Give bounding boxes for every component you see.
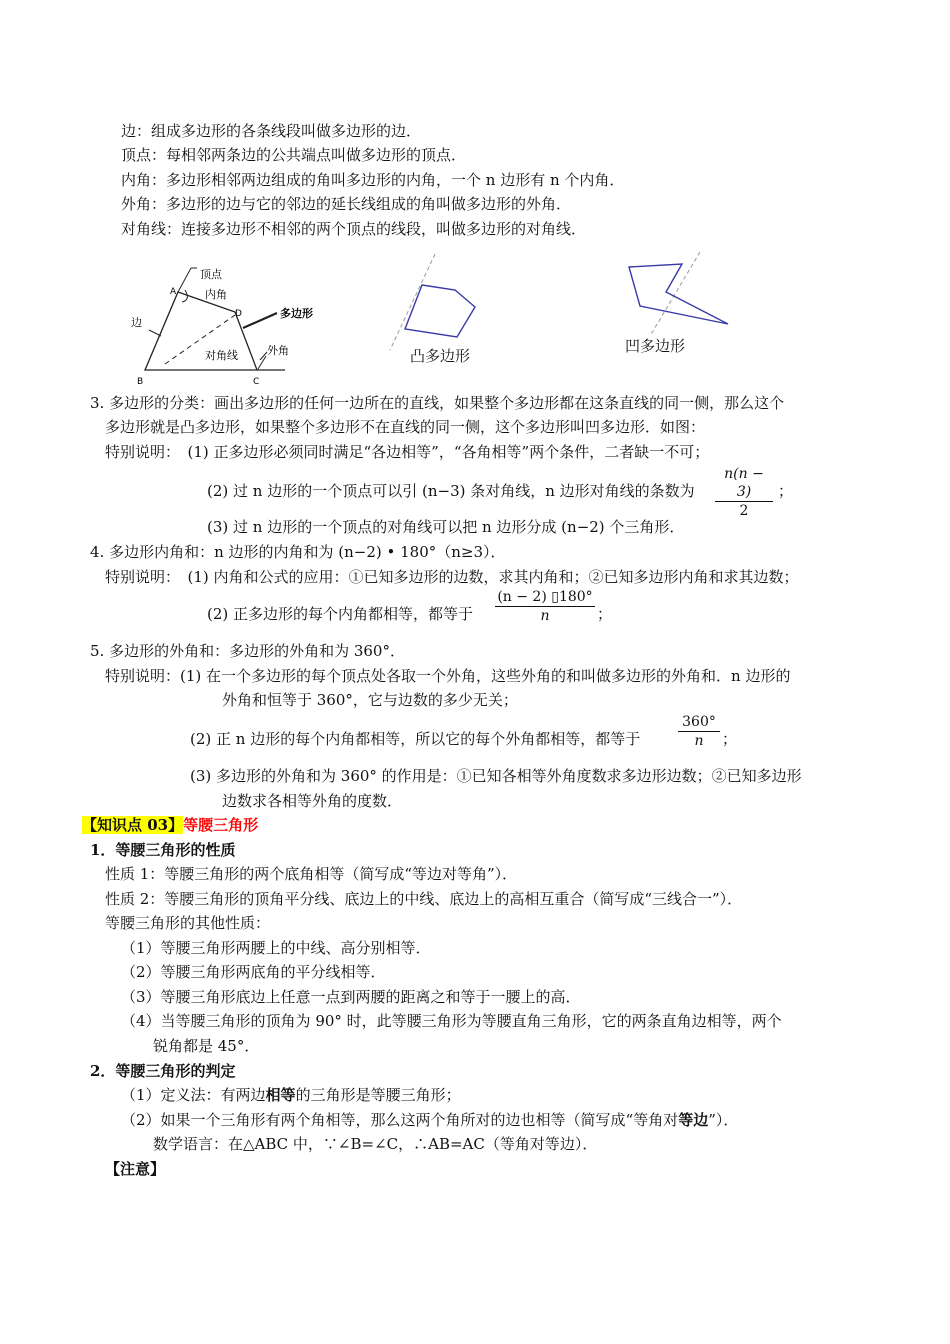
section5-note3: (3) 多边形的外角和为 360° 的作用是：①已知各相等外角度数求多边形边数；②已知多边形 [190, 767, 802, 785]
convex-polygon-shape [405, 285, 475, 337]
isosceles-props-heading: 1．等腰三角形的性质 [90, 841, 236, 859]
section5-line1: 5. 多边形的外角和：多边形的外角和为 360°． [90, 642, 405, 660]
section3-note2-end: ； [778, 482, 794, 500]
isosceles-judge2 [121, 1110, 738, 1130]
isosceles-judge-heading: 2．等腰三角形的判定 [90, 1062, 236, 1080]
section5-note1b: 外角和恒等于 360°，它与边数的多少无关； [222, 691, 518, 709]
judge2-part-a: （2）如果一个三角形有两个角相等，那么这两个角所对的边也相等（简写成“等角对 [121, 1111, 679, 1129]
exterior-fraction-den: n [694, 733, 704, 749]
knowledge-point-heading [82, 815, 258, 835]
diagonal-fraction-num: n(n − 3) [724, 466, 764, 500]
judge1-part-c: 的三角形是等腰三角形； [295, 1086, 461, 1104]
isosceles-other1: （1）等腰三角形两腰上的中线、高分别相等． [121, 939, 431, 957]
label-polygon: 多边形 [280, 307, 313, 320]
exterior-angle-fraction [678, 713, 720, 750]
concave-polygon-shape [629, 264, 728, 324]
def-interior-angle: 内角：多边形相邻两边组成的角叫多边形的内角，一个 n 边形有 n 个内角． [121, 171, 625, 189]
isosceles-other4: （4）当等腰三角形的顶角为 90° 时，此等腰三角形为等腰直角三角形，它的两条直角边相等，两个 [121, 1012, 782, 1030]
exterior-fraction-num: 360° [682, 714, 716, 730]
convex-caption: 凸多边形 [410, 347, 471, 365]
judge2-part-b: 等边 [678, 1111, 709, 1129]
label-interior: 内角 [205, 288, 227, 301]
isosceles-prop2: 性质 2：等腰三角形的顶角平分线、底边上的中线、底边上的高相互重合（简写成“三线合一”）． [105, 890, 743, 908]
isosceles-other3: （3）等腰三角形底边上任意一点到两腰的距离之和等于一腰上的高． [121, 988, 581, 1006]
knowledge-tag: 【知识点 03】 [82, 816, 184, 834]
knowledge-title: 等腰三角形 [183, 816, 259, 834]
polygon-parts-figure [125, 260, 325, 390]
section5-note1: 特别说明：(1) 在一个多边形的每个顶点处各取一个外角，这些外角的和叫做多边形的外角和．n 边形的 [105, 667, 791, 685]
section5-note2: (2) 正 n 边形的每个内角都相等，所以它的每个外角都相等，都等于 [190, 730, 641, 748]
label-exterior: 外角 [267, 344, 289, 357]
label-diagonal: 对角线 [205, 349, 238, 362]
attention-label: 【注意】 [105, 1160, 166, 1178]
def-diagonal: 对角线：连接多边形不相邻的两个顶点的线段，叫做多边形的对角线． [121, 220, 587, 238]
section3-line1: 3. 多边形的分类：画出多边形的任何一边所在的直线，如果整个多边形都在这条直线的同一侧，那么这个 [90, 394, 785, 412]
section4-note1: 特别说明： (1) 内角和公式的应用：①已知多边形的边数，求其内角和；②已知多边形内角和求其边数； [105, 568, 799, 586]
interior-angle-fraction [495, 588, 595, 625]
section4-note2: (2) 正多边形的每个内角都相等，都等于 [207, 605, 474, 623]
diagonal-count-fraction [715, 465, 773, 520]
concave-polygon-figure [620, 250, 740, 340]
def-side: 边：组成多边形的各条线段叫做多边形的边． [121, 122, 422, 140]
vertex-pointer [178, 268, 191, 292]
interior-angle-arc [182, 290, 187, 302]
convex-guide-line [390, 254, 435, 350]
section4-line1: 4. 多边形内角和：n 边形的内角和为 (n−2) • 180°（n≥3）． [90, 543, 506, 561]
section5-note2-end: ； [722, 730, 738, 748]
label-C: C [253, 377, 260, 387]
isosceles-other4b: 锐角都是 45°． [153, 1037, 260, 1055]
polygon-pointer [243, 313, 277, 328]
def-exterior-angle: 外角：多边形的边与它的邻边的延长线组成的角叫做多边形的外角． [121, 195, 572, 213]
isosceles-other2: （2）等腰三角形两底角的平分线相等． [121, 963, 386, 981]
isosceles-other-props: 等腰三角形的其他性质： [105, 914, 271, 932]
section3-note3: (3) 过 n 边形的一个顶点的对角线可以把 n 边形分成 (n−2) 个三角形． [207, 518, 685, 536]
judge2-part-c: ”）． [708, 1111, 739, 1129]
section5-note3b: 边数求各相等外角的度数． [222, 792, 403, 810]
isosceles-math-language: 数学语言：在△ABC 中，∵∠B=∠C，∴AB=AC（等角对等边）． [153, 1135, 598, 1153]
label-vertex: 顶点 [200, 268, 222, 281]
interior-fraction-num: (n − 2) ▯180° [497, 589, 593, 605]
section3-note1: 特别说明： (1) 正多边形必须同时满足“各边相等”，“各角相等”两个条件，二者缺一不可； [105, 443, 710, 461]
label-side: 边 [131, 316, 142, 329]
interior-fraction-den: n [540, 608, 550, 624]
isosceles-prop1: 性质 1：等腰三角形的两个底角相等（简写成“等边对等角”）． [105, 865, 518, 883]
isosceles-judge1 [121, 1085, 461, 1105]
polygon-shape [145, 292, 257, 370]
label-A: A [170, 287, 177, 297]
diagonal-fraction-den: 2 [739, 503, 749, 519]
section3-line2: 多边形就是凸多边形，如果整个多边形不在直线的同一侧，这个多边形叫凹多边形．如图： [105, 418, 706, 436]
label-B: B [137, 377, 144, 387]
judge1-part-a: （1）定义法：有两边 [121, 1086, 266, 1104]
concave-caption: 凹多边形 [625, 337, 686, 355]
label-D: D [235, 309, 242, 319]
judge1-part-b: 相等 [265, 1086, 296, 1104]
convex-polygon-figure [385, 252, 495, 352]
section4-note2-end: ； [597, 605, 613, 623]
def-vertex: 顶点：每相邻两条边的公共端点叫做多边形的顶点． [121, 146, 467, 164]
section3-note2: (2) 过 n 边形的一个顶点可以引 (n−3) 条对角线，n 边形对角线的条数为 [207, 482, 695, 500]
side-pointer [149, 330, 161, 336]
